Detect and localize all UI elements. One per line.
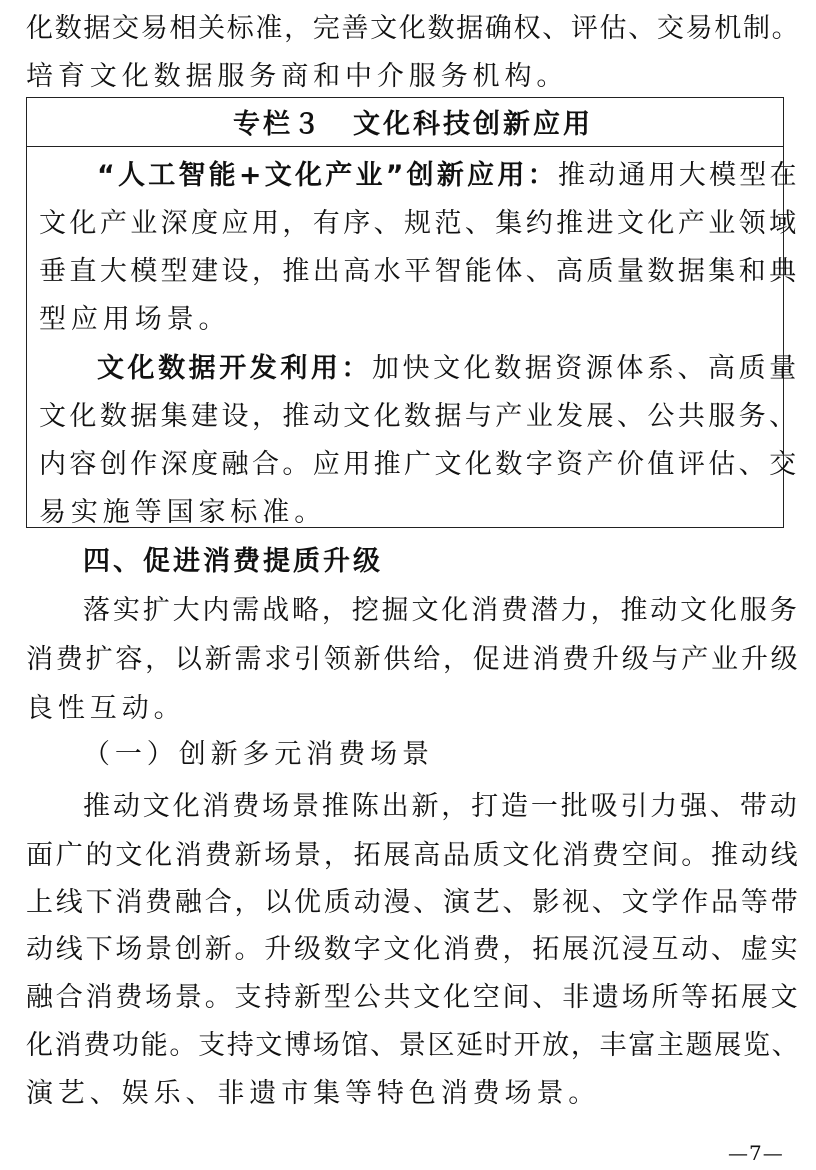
box-item2-line1 xyxy=(97,355,800,382)
box-item2-line3: 内容创作深度融合。应用推广文化数字资产价值评估、交 xyxy=(39,449,800,480)
box-item2-line2: 文化数据集建设，推动文化数据与产业发展、公共服务、 xyxy=(39,401,800,432)
subsection-1-line-1: 推动文化消费场景推陈出新，打造一批吸引力强、带动 xyxy=(83,791,800,822)
box-item2-line1-rest: 加快文化数据资源体系、高质量 xyxy=(371,353,800,384)
subsection-1-line-7: 演艺、娱乐、非遗市集等特色消费场景。 xyxy=(26,1078,601,1109)
box-title-divider xyxy=(27,146,783,147)
section-4-line-2: 消费扩容，以新需求引领新供给，促进消费升级与产业升级 xyxy=(26,644,801,675)
subsection-1-line-2: 面广的文化消费新场景，拓展高品质文化消费空间。推动线 xyxy=(26,840,801,871)
subsection-1-line-4: 动线下场景创新。升级数字文化消费，拓展沉浸互动、虚实 xyxy=(26,934,801,965)
box-title: 专栏３ 文化科技创新应用 xyxy=(233,109,593,140)
intro-line-2: 培育文化数据服务商和中介服务机构。 xyxy=(26,61,569,92)
box-item1-line1 xyxy=(97,162,800,189)
box-item1-heading: “人工智能+文化产业”创新应用： xyxy=(97,160,558,191)
intro-line-1: 化数据交易相关标准，完善文化数据确权、评估、交易机制。 xyxy=(26,13,801,44)
box-item1-line2: 文化产业深度应用，有序、规范、集约推进文化产业领域 xyxy=(39,208,800,239)
box-item2-heading: 文化数据开发利用： xyxy=(97,353,372,384)
subsection-1-line-6: 化消费功能。支持文博场馆、景区延时开放，丰富主题展览、 xyxy=(26,1030,801,1061)
box-item1-line4: 型应用场景。 xyxy=(39,304,231,335)
subsection-1-line-5: 融合消费场景。支持新型公共文化空间、非遗场所等拓展文 xyxy=(26,982,801,1013)
box-item1-line3: 垂直大模型建设，推出高水平智能体、高质量数据集和典 xyxy=(39,256,800,287)
section-4-line-3: 良性互动。 xyxy=(26,693,186,724)
section-4-heading: 四、促进消费提质升级 xyxy=(83,546,383,577)
subsection-1-line-3: 上线下消费融合，以优质动漫、演艺、影视、文学作品等带 xyxy=(26,887,801,918)
section-4-line-1: 落实扩大内需战略，挖掘文化消费潜力，推动文化服务 xyxy=(83,595,800,626)
subsection-1-heading: （一）创新多元消费场景 xyxy=(83,739,434,770)
box-item2-line4: 易实施等国家标准。 xyxy=(39,497,327,528)
page-number: —7— xyxy=(728,1141,784,1165)
box-item1-line1-rest: 推动通用大模型在 xyxy=(557,160,800,191)
